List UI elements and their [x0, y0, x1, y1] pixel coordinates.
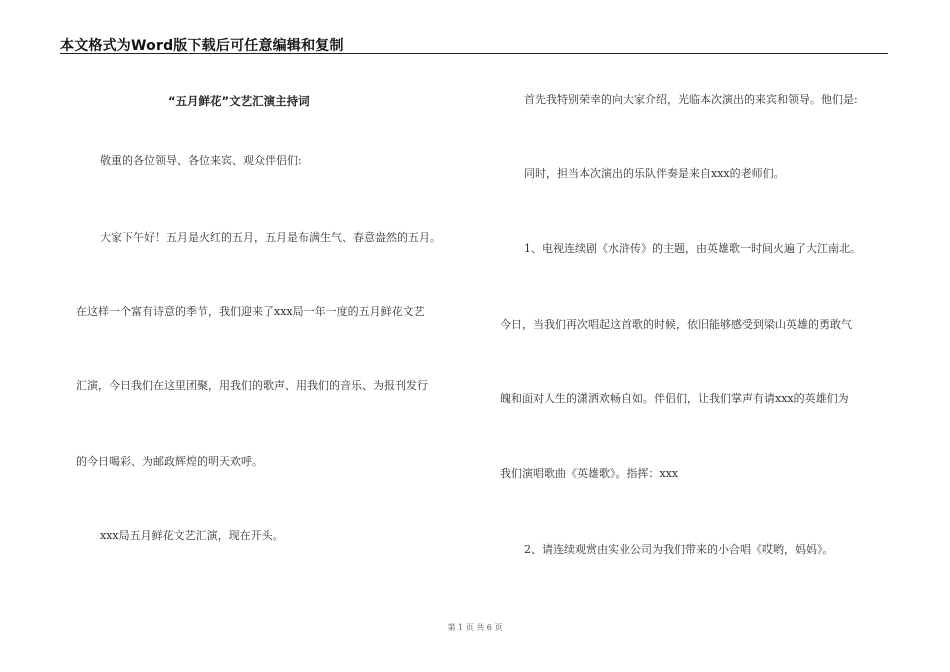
paragraph-line: 今日，当我们再次唱起这首歌的时候，依旧能够感受到梁山英雄的勇敢气 [500, 318, 852, 331]
greeting-line: 敬重的各位领导、各位来宾、观众伴侣们: [100, 154, 302, 167]
paragraph-line: 首先我特别荣幸的向大家介绍，光临本次演出的来宾和领导。他们是: [524, 93, 858, 106]
document-title: “五月鲜花”文艺汇演主持词 [168, 94, 310, 108]
paragraph-line: 汇演，今日我们在这里团聚，用我们的歌声、用我们的音乐、为报刊发行 [76, 379, 428, 392]
paragraph-line: 大家下午好！五月是火红的五月，五月是布满生气、春意盎然的五月。 [100, 231, 441, 244]
paragraph-line: 2、请连续观赏由实业公司为我们带来的小合唱《哎哟，妈妈》。 [524, 543, 834, 556]
paragraph-line: 在这样一个富有诗意的季节，我们迎来了xxx局一年一度的五月鲜花文艺 [76, 305, 425, 318]
paragraph-line: xxx局五月鲜花文艺汇演，现在开头。 [100, 529, 284, 542]
paragraph-line: 同时，担当本次演出的乐队伴奏是来自xxx的老师们。 [524, 167, 785, 180]
page-number-footer: 第 1 页 共 6 页 [447, 623, 503, 632]
paragraph-line: 魄和面对人生的潇洒欢畅自如。伴侣们，让我们掌声有请xxx的英雄们为 [500, 392, 849, 405]
download-banner: 本文格式为Word版下载后可任意编辑和复制 [60, 38, 344, 54]
paragraph-line: 1、电视连续剧《水浒传》的主题，由英雄歌一时间火遍了大江南北。 [524, 242, 861, 255]
banner-divider [60, 53, 888, 54]
paragraph-line: 的今日喝彩、为邮政辉煌的明天欢呼。 [76, 455, 263, 468]
paragraph-line: 我们演唱歌曲《英雄歌》。指挥：xxx [500, 467, 679, 480]
